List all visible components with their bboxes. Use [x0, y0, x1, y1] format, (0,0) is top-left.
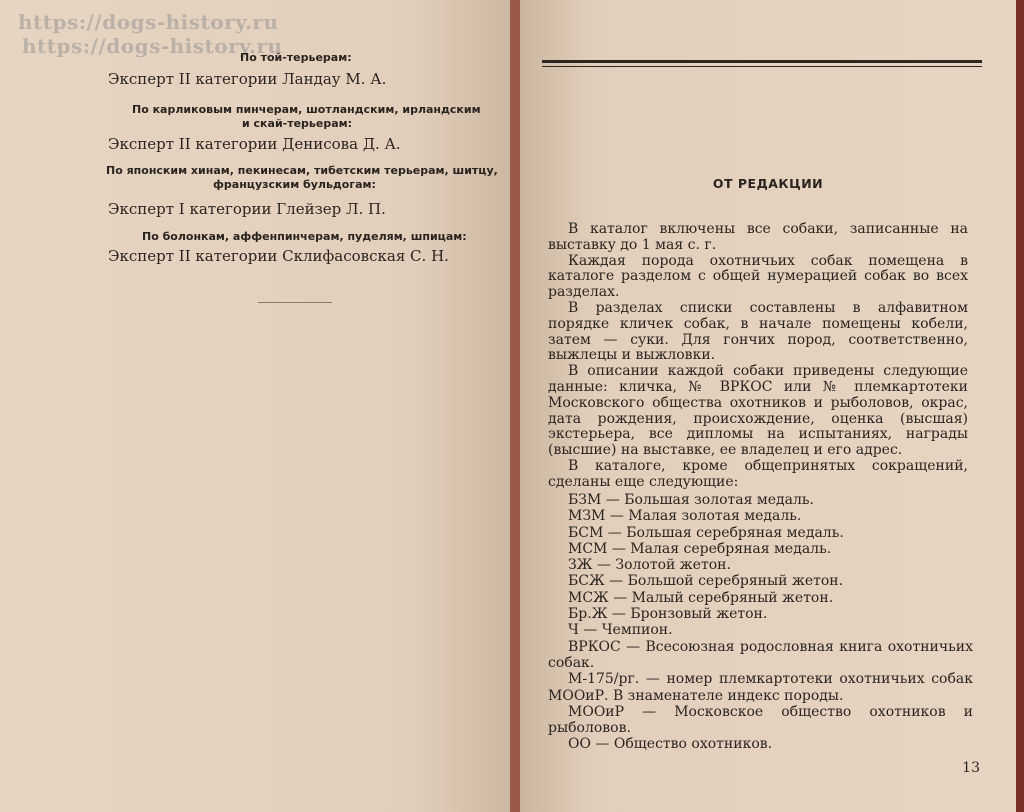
page-title: ОТ РЕДАКЦИИ — [712, 176, 824, 191]
paragraph: Каждая порода охотничьих собак помещена в каталоге разделом с общей нумерацией собак во всех разделах. — [548, 252, 968, 301]
abbreviation-item: БСМ — Большая серебряная медаль. — [568, 524, 844, 541]
section-divider — [258, 302, 332, 303]
expert-line-4: Эксперт II категории Склифасовская С. Н. — [108, 247, 449, 265]
abbreviation-item: МСМ — Малая серебряная медаль. — [568, 540, 832, 557]
expert-line-3: Эксперт I категории Глейзер Л. П. — [108, 200, 386, 218]
abbreviation-item: ЗЖ — Золотой жетон. — [568, 557, 731, 574]
section-heading-bolognese: По болонкам, аффенпинчерам, пуделям, шпицам: — [142, 230, 467, 243]
abbreviation-item: Ч — Чемпион. — [568, 622, 673, 639]
abbreviation-item: ОО — Общество охотников. — [568, 736, 773, 753]
abbreviation-item: БСЖ — Большой серебряный жетон. — [568, 573, 844, 590]
intro-text — [548, 222, 968, 491]
abbreviation-item: МООиР — Московское общество охотников и рыболовов. — [548, 703, 973, 737]
expert-line-1: Эксперт II категории Ландау М. А. — [108, 70, 387, 88]
expert-line-2: Эксперт II категории Денисова Д. А. — [108, 135, 401, 153]
section-heading-japanese-chins-2: французским бульдогам: — [213, 178, 376, 191]
right-page — [520, 0, 1016, 812]
abbreviation-list — [548, 492, 973, 753]
paragraph: В каталоге, кроме общепринятых сокращений, сделаны еще следующие: — [548, 457, 968, 490]
page-number: 13 — [962, 760, 980, 776]
section-heading-pinschers-2: и скай-терьерам: — [242, 117, 353, 130]
abbreviation-item: МЗМ — Малая золотая медаль. — [568, 508, 802, 525]
abbreviation-item: БЗМ — Большая золотая медаль. — [568, 492, 814, 508]
paragraph: В разделах списки составлены в алфавитном порядке кличек собак, в начале помещены кобели, затем — суки. Для гончих пород, соответственно, выжлецы и выжловки. — [548, 299, 968, 364]
abbreviation-item: Бр.Ж — Бронзовый жетон. — [568, 606, 768, 623]
abbreviation-item: МСЖ — Малый серебряный жетон. — [568, 589, 834, 606]
top-rule-thin — [542, 66, 982, 67]
section-heading-toy-terriers: По той-терьерам: — [240, 51, 352, 64]
paragraph: В описании каждой собаки приведены следующие данные: кличка, № ВРКОС или № племкартотеки Московского общества охотников и рыболовов, окрас, дата рождения, происхождение, оценка (высшая) экстерьера, все дипломы на испытаниях, награды (высшие) на выставке, ее владелец и его адрес. — [548, 363, 968, 459]
abbreviation-item: ВРКОС — Всесоюзная родословная книга охотничьих собак. — [548, 638, 973, 671]
section-heading-pinschers-1: По карликовым пинчерам, шотландским, ирландским — [132, 103, 481, 116]
section-heading-japanese-chins-1: По японским хинам, пекинесам, тибетским терьерам, шитцу, — [106, 164, 498, 177]
top-rule-thick — [542, 60, 982, 63]
abbreviation-item: М-175/рг. — номер племкартотеки охотничьих собак МООиР. В знаменателе индекс породы. — [548, 671, 973, 704]
watermark-line-1: https://dogs-history.ru — [18, 10, 279, 34]
paragraph: В каталог включены все собаки, записанные на выставку до 1 мая с. г. — [548, 221, 968, 253]
watermark-line-2: https://dogs-history.ru — [22, 34, 283, 58]
